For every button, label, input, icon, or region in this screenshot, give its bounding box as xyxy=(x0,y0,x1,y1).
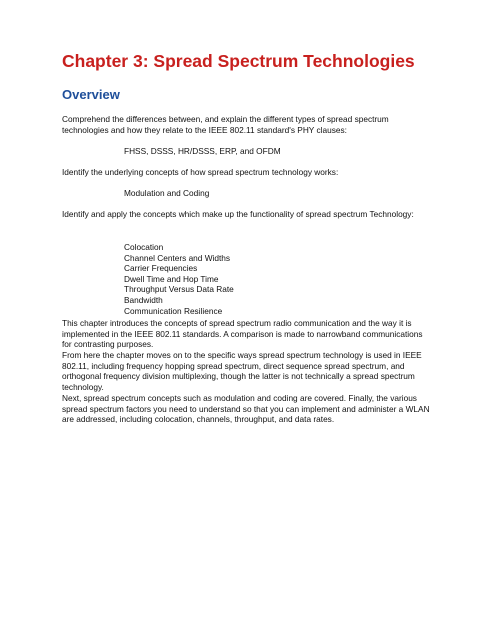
objective-3-text: Identify and apply the concepts which make up the functionality of spread spectrum Technology: xyxy=(62,209,414,219)
objective-1-text: Comprehend the differences between, and explain the different types of spread spectrum technologies and how they relate to the IEEE 802.11 standard's PHY clauses: xyxy=(62,114,389,135)
objective-2-detail: Modulation and Coding xyxy=(124,188,210,198)
chapter-flow-paragraph: From here the chapter moves on to the specific ways spread spectrum technology is used in IEEE 802.11, including frequency hopping spread spectrum, direct sequence spread spectrum, and orthogonal frequency division multiplexing, though the latter is not technically a spread spectrum technology. xyxy=(62,350,422,392)
list-item: Carrier Frequencies xyxy=(124,263,198,274)
list-item: Communication Resilience xyxy=(124,305,223,316)
concepts-paragraph: Next, spread spectrum concepts such as modulation and coding are covered. Finally, the various spread spectrum factors you need to understand so that you can implement and administer a WLAN are addressed, including colocation, channels, throughput, and data rates. xyxy=(62,393,430,425)
section-title: Overview xyxy=(62,87,120,102)
intro-paragraph: This chapter introduces the concepts of spread spectrum radio communication and the way it is implemented in the IEEE 802.11 standards. A comparison is made to narrowband communications for contrasting purposes. xyxy=(62,318,423,350)
objective-2-text: Identify the underlying concepts of how spread spectrum technology works: xyxy=(62,167,339,177)
list-item: Dwell Time and Hop Time xyxy=(124,273,219,284)
list-item: Channel Centers and Widths xyxy=(124,252,231,263)
list-item: Throughput Versus Data Rate xyxy=(124,284,234,295)
list-item: Bandwidth xyxy=(124,294,163,305)
objective-3-list xyxy=(124,242,234,316)
list-item: Colocation xyxy=(124,242,164,252)
chapter-title: Chapter 3: Spread Spectrum Technologies xyxy=(62,51,415,71)
objective-1-detail: FHSS, DSSS, HR/DSSS, ERP, and OFDM xyxy=(124,146,281,156)
